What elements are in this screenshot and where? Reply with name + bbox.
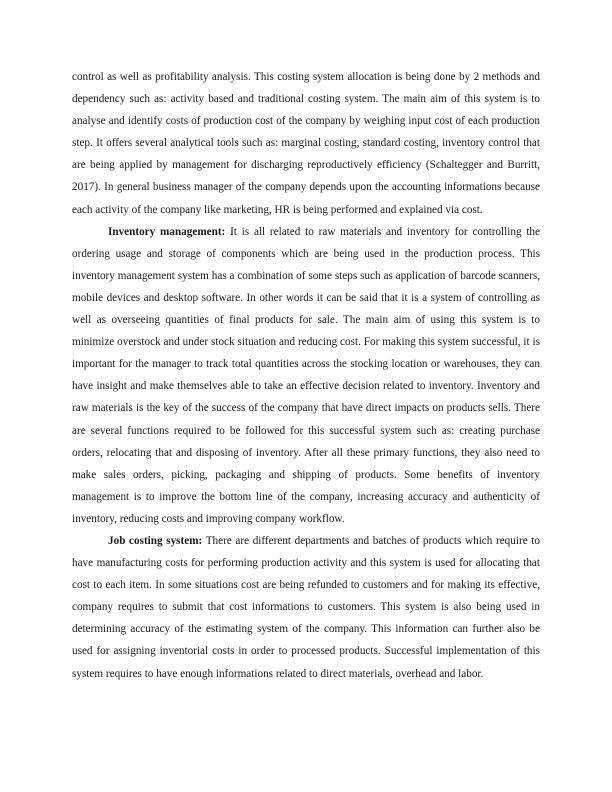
paragraph-inventory-management (72, 221, 540, 530)
paragraph-text: It is all related to raw materials and inventory for controlling the ordering usage and storage of components which are being used in the production process. This inventory management system has a combination of some steps such as application of barcode scanners, mobile devices and desktop software. In other words it can be said that it is a system of controlling as well as overseeing quantities of final products for sale. The main aim of using this system is to minimize overstock and under stock situation and reducing cost. For making this system successful, it is important for the manager to track total quantities across the stocking location or warehouses, they can have insight and make themselves able to take an effective decision related to inventory. Inventory and raw materials is the key of the success of the company that have direct impacts on products sells. There are several functions required to be followed for this successful system such as: creating purchase orders, relocating that and disposing of inventory. After all these primary functions, they also need to make sales orders, picking, packaging and shipping of products. Some benefits of inventory management is to improve the bottom line of the company, increasing accuracy and authenticity of inventory, reducing costs and improving company workflow. (72, 225, 540, 525)
paragraph-text: There are different departments and batches of products which require to have manufacturing costs for performing production activity and this system is used for allocating that cost to each item. In some situations cost are being refunded to customers and for making its effective, company requires to submit that cost informations to customers. This system is also being used in determining accuracy of the estimating system of the company. This information can further also be used for assigning inventorial costs in order to processed products. Successful implementation of this system requires to have enough informations related to direct materials, overhead and labor. (72, 534, 540, 680)
document-page (72, 66, 540, 685)
paragraph-text: control as well as profitability analysis. This costing system allocation is being done by 2 methods and dependency such as: activity based and traditional costing system. The main aim of this system is to analyse and identify costs of production cost of the company by weighing input cost of each production step. It offers several analytical tools such as: marginal costing, standard costing, inventory control that are being applied by management for discharging reproductively efficiency (Schaltegger and Burritt, 2017). In general business manager of the company depends upon the accounting informations because each activity of the company like marketing, HR is being performed and explained via cost. (72, 71, 540, 216)
paragraph-heading: Inventory management: (108, 225, 226, 238)
paragraph-heading: Job costing system: (108, 534, 203, 547)
paragraph-job-costing (72, 530, 540, 685)
paragraph-costing-intro (72, 66, 540, 221)
